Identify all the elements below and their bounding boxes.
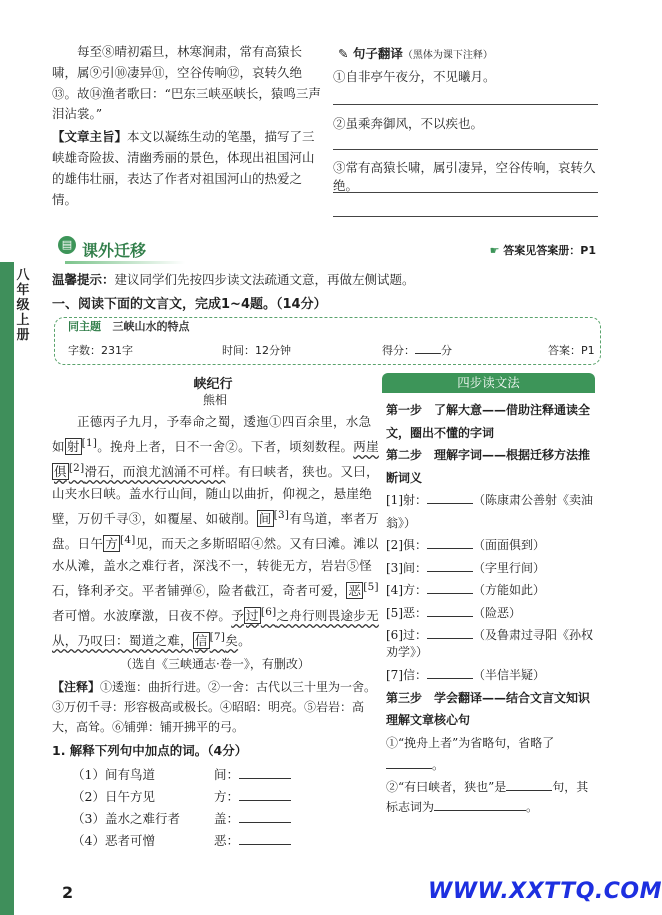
annotations-label: 【注释】 xyxy=(52,680,101,694)
vocab-item[interactable]: [3]间： （字里行间） xyxy=(386,560,546,575)
q1-item-answer[interactable]: 间： xyxy=(214,765,291,783)
translation-item: ②虽乘奔御风，不以疾也。 xyxy=(333,116,484,131)
q1-item-sentence: （1）间有鸟道 xyxy=(72,767,155,782)
four-step-header: 四步读文法 xyxy=(382,373,595,393)
vocab-item[interactable]: [4]方： （方能如此） xyxy=(386,583,546,597)
vocab-item[interactable]: [2]俱： （面面俱到） xyxy=(386,538,546,552)
answer-page: 答案：P1 xyxy=(548,344,595,357)
step-1: 第一步 了解大意——借助注释通读全文，圈出不懂的字词 xyxy=(386,403,591,440)
section-underline xyxy=(65,261,185,264)
step-3: 第三步 学会翻译——结合文言文知识理解文章核心句 xyxy=(386,690,591,727)
main-idea-text: 本文以凝练生动的笔墨，描写了三峡雄奇险拔、清幽秀丽的景色，体现出祖国河山的雄伟壮丽，表达了作者对祖国河山的热爱之情。 xyxy=(52,129,315,207)
time-limit: 时间：12分钟 xyxy=(222,344,291,357)
word-count: 字数：231字 xyxy=(68,344,133,357)
tip-text: 建议同学们先按四步读文法疏通文意，再做左侧试题。 xyxy=(114,272,415,287)
text-source: （选自《三峡通志·卷一》，有删改） xyxy=(120,657,310,671)
translation-item: ①自非亭午夜分，不见曦月。 xyxy=(333,69,496,84)
q1-item-answer[interactable]: 恶： xyxy=(214,831,291,849)
grade-label: 八年级上册 xyxy=(16,268,30,343)
question-1-title: 1. 解释下列句中加点的词。（4分） xyxy=(52,743,248,758)
translation-item: ③常有高猿长啸，属引凄异，空谷传响，哀转久绝。 xyxy=(333,160,596,193)
tip xyxy=(52,270,415,288)
question-heading: 一、阅读下面的文言文，完成1~4题。（14分） xyxy=(52,297,327,312)
q1-item-answer[interactable]: 盖： xyxy=(214,809,291,827)
annotations-content: ①逶迤：曲折行进。②一舍：古代以三十里为一舍。③万仞千寻：形容极高或极长。④昭昭：明亮。⑤岩岩：高大，高耸。⑥铺弹：铺开拂平的弓。 xyxy=(52,680,377,735)
page-number: 2 xyxy=(62,883,74,902)
answer-reference: ☛ 答案见答案册：P1 xyxy=(489,244,596,257)
passage-continued xyxy=(52,42,322,210)
theme-line: 同主题 三峡山水的特点 xyxy=(68,320,190,333)
vocab-item[interactable]: [1]射： （陈康肃公善射《卖油翁》） xyxy=(386,493,594,530)
classical-text: 正德丙子九月，予奉命之蜀，逶迤①四百余里，水急如 射 [1]。挽舟上者，日不一舍②。下者，顷刻数程。两崖俱 [2]滑石，而浪尤汹涌不可样。有曰峡者，狭也。又曰，山夹水曰峡。盖水行山间，随山以曲折，仰视之，悬崖绝壁，万仞千寻③，如覆屋、如破削。 间 [3]有鸟道，率者万盘。日午 方 [4]见，而天之多斯昭昭④然。又有曰滩。滩以水从滩，盖水之难行者，深浅不一，转徙无方，岩岩⑤怪石，锋利矛交。平者铺弹⑥，险者截江，奇者可爱， 恶 [5]者可憎。水波摩激，日夜不停。予 过 [6]之舟行则畏途步无从，乃叹曰：蜀道之难， 信 [7]矣。 xyxy=(52,414,379,649)
sentence-translation-title: ✎ 句子翻译（黑体为课下注释） xyxy=(338,46,493,61)
text-author: 熊相 xyxy=(202,393,227,407)
step-2: 第二步 理解字词——根据迁移方法推断词义 xyxy=(386,448,591,485)
vocab-item[interactable]: [5]恶： （险恶） xyxy=(386,605,522,620)
four-step-panel xyxy=(386,399,600,817)
answer-line[interactable] xyxy=(333,104,598,105)
step3-q2[interactable]: ②“有曰峡者，狭也”是 句，其标志词为 。 xyxy=(386,779,589,814)
answer-line[interactable] xyxy=(333,216,598,217)
q1-item-sentence: （2）日午方见 xyxy=(72,789,155,804)
answer-line[interactable] xyxy=(333,192,598,193)
side-tab xyxy=(0,262,14,915)
text-title: 峡纪行 xyxy=(193,377,233,392)
pencil-icon: ✎ xyxy=(338,46,353,61)
q1-item-answer[interactable]: 方： xyxy=(214,787,291,805)
tip-label: 温馨提示： xyxy=(52,272,115,287)
annotations xyxy=(52,677,382,738)
book-icon: ▤ xyxy=(58,236,76,254)
section-title: 课外迁移 xyxy=(82,241,147,260)
q1-item-sentence: （4）恶者可憎 xyxy=(72,833,155,848)
watermark: WWW.XXTTQ.COM xyxy=(428,879,662,904)
answer-line[interactable] xyxy=(333,149,598,150)
main-idea-label: 【文章主旨】 xyxy=(52,129,128,145)
q1-item-sentence: （3）盖水之难行者 xyxy=(72,811,180,826)
score-field[interactable]: 得分： 分 xyxy=(382,344,452,357)
vocab-item[interactable]: [6]过： （及鲁肃过寻阳《孙权劝学》） xyxy=(386,628,594,659)
hand-pointer-icon: ☛ xyxy=(489,244,504,257)
passage-paragraph: 每至⑧晴初霜旦，林寒涧肃，常有高猿长啸，属⑨引⑩凄异⑪，空谷传响⑫，哀转久绝⑬。故⑭渔者歌曰：“巴东三峡巫峡长，猿鸣三声泪沾裳。” xyxy=(52,44,321,122)
step3-q1[interactable]: ①“挽舟上者”为省略句，省略了。 xyxy=(386,735,555,772)
main-idea xyxy=(52,127,322,210)
vocab-item[interactable]: [7]信： （半信半疑） xyxy=(386,668,546,682)
